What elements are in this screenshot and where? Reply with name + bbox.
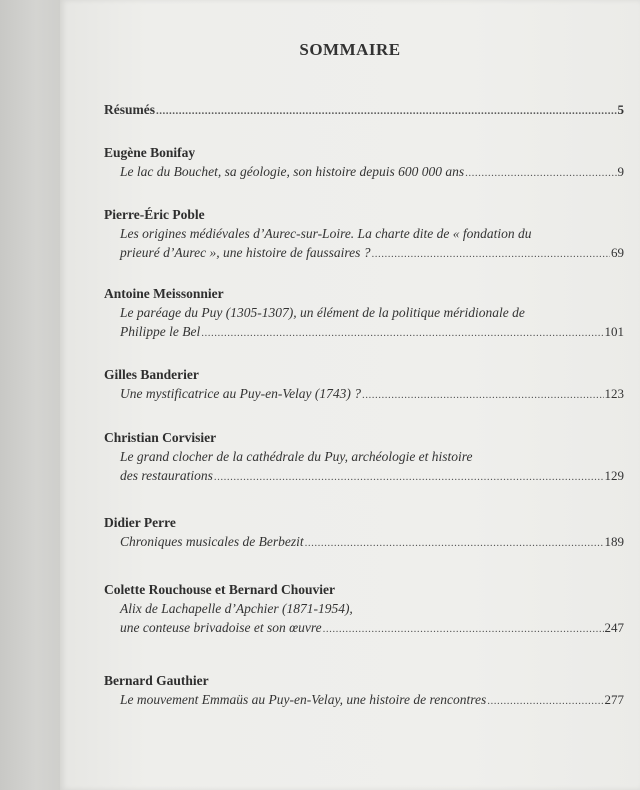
toc-author: Bernard Gauthier	[104, 673, 209, 688]
toc-entry	[104, 671, 624, 711]
toc-article-title: Le mouvement Emmaüs au Puy-en-Velay, une histoire de rencontres	[120, 692, 487, 707]
toc-article-title: Chroniques musicales de Berbezit	[120, 534, 304, 549]
toc-article-title: Philippe le Bel	[120, 324, 201, 339]
leader-dots	[323, 620, 604, 639]
leader-dots	[214, 468, 604, 487]
toc-page-number: 123	[604, 386, 624, 401]
toc-article-title: une conteuse brivadoise et son œuvre	[120, 620, 322, 635]
leader-dots	[487, 692, 603, 711]
document-page	[60, 0, 640, 790]
toc-author: Gilles Banderier	[104, 367, 199, 382]
toc-author: Eugène Bonifay	[104, 145, 196, 160]
toc-page-number: 101	[604, 324, 624, 339]
toc-article-title: Alix de Lachapelle d’Apchier (1871-1954),	[120, 601, 353, 616]
leader-dots	[201, 324, 603, 343]
toc-article-title: Les origines médiévales d’Aurec-sur-Loire. La charte dite de « fondation du	[120, 226, 532, 241]
toc-entry	[104, 284, 624, 343]
toc-entry	[104, 580, 624, 639]
page-title: SOMMAIRE	[299, 40, 401, 59]
toc-page-number: 189	[604, 534, 624, 549]
toc-page-number: 9	[617, 164, 624, 179]
toc-author: Antoine Meissonnier	[104, 286, 224, 301]
toc-article-title: prieuré d’Aurec », une histoire de faussaires ?	[120, 245, 371, 260]
leader-dots	[156, 102, 617, 121]
toc-article-title: des restaurations	[120, 468, 213, 483]
toc-label-resumes: Résumés	[104, 102, 155, 117]
toc-author: Colette Rouchouse et Bernard Chouvier	[104, 582, 335, 597]
toc-article-title: Le paréage du Puy (1305-1307), un élément de la politique méridionale de	[120, 305, 525, 320]
toc-author: Pierre-Éric Poble	[104, 207, 205, 222]
toc-author: Christian Corvisier	[104, 430, 217, 445]
toc-author: Didier Perre	[104, 515, 176, 530]
leader-dots	[371, 245, 610, 264]
toc-article-title: Une mystificatrice au Puy-en-Velay (1743) ?	[120, 386, 362, 401]
toc-entry	[104, 428, 624, 487]
book-spine-shadow	[0, 0, 60, 790]
toc-page-number: 69	[611, 245, 624, 260]
toc-entry	[104, 365, 624, 405]
leader-dots	[305, 534, 604, 553]
toc-entry	[104, 205, 624, 264]
toc-entry	[104, 143, 624, 183]
toc-page-number: 5	[617, 102, 624, 117]
toc-article-title: Le lac du Bouchet, sa géologie, son histoire depuis 600 000 ans	[120, 164, 465, 179]
leader-dots	[465, 164, 616, 183]
toc-page-number: 277	[604, 692, 624, 707]
toc-page-number: 247	[604, 620, 624, 635]
toc-entry	[104, 513, 624, 553]
toc-page-number: 129	[604, 468, 624, 483]
toc-entry-resumes	[104, 100, 624, 121]
leader-dots	[362, 386, 603, 405]
toc-article-title: Le grand clocher de la cathédrale du Puy, archéologie et histoire	[120, 449, 473, 464]
